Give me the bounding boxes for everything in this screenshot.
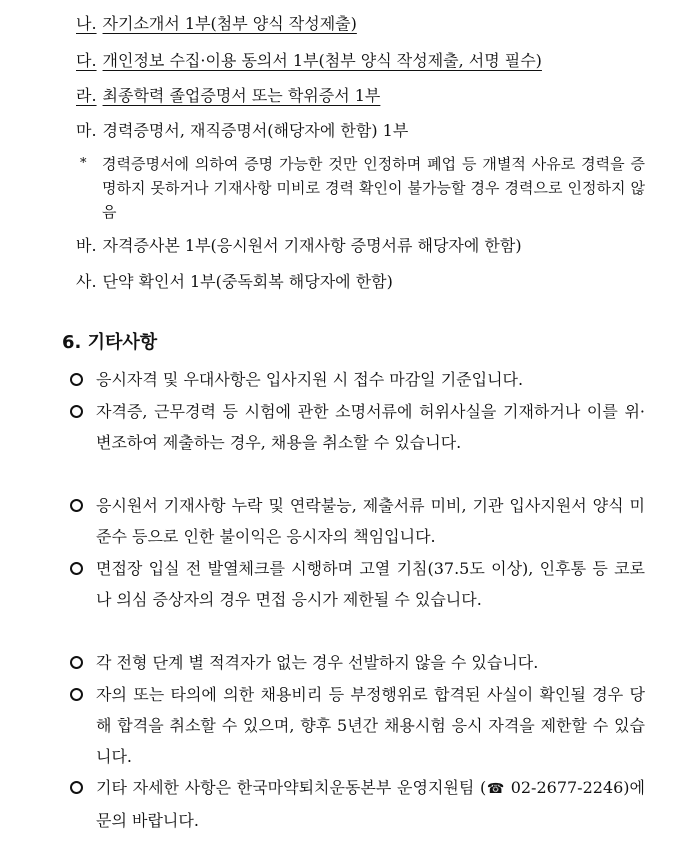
bullet-item xyxy=(70,396,645,458)
item-text: 자기소개서 1부(첨부 양식 작성제출) xyxy=(102,14,357,33)
note-text: 경력증명서에 의하여 증명 가능한 것만 인정하며 폐업 등 개별적 사유로 경력을 증명하지 못하거나 기재사항 미비로 경력 확인이 불가능할 경우 경력으로 인정하지 않음 xyxy=(102,155,645,221)
circle-bullet-icon xyxy=(70,373,83,386)
circle-bullet-icon xyxy=(70,562,83,575)
list-item-ma xyxy=(76,120,408,142)
asterisk-mark: * xyxy=(80,156,87,171)
bullet-item xyxy=(70,364,645,395)
list-item-sa xyxy=(76,271,393,293)
telephone-icon: ☎ xyxy=(486,781,505,797)
bullet-item xyxy=(70,647,645,678)
bullet-item xyxy=(70,490,645,552)
item-text: 최종학력 졸업증명서 또는 학위증서 1부 xyxy=(102,86,381,105)
list-item-ba xyxy=(76,235,522,257)
item-label: 다. xyxy=(76,51,97,70)
bullet-text: 응시자격 및 우대사항은 입사지원 시 접수 마감일 기준입니다. xyxy=(96,370,524,389)
item-label: 사. xyxy=(76,272,97,291)
bullet-text: 면접장 입실 전 발열체크를 시행하며 고열 기침(37.5도 이상), 인후통 등 코로나 의심 증상자의 경우 면접 응시가 제한될 수 있습니다. xyxy=(96,559,645,609)
section-title: 6. 기타사항 xyxy=(62,332,158,353)
item-text: 자격증사본 1부(응시원서 기재사항 증명서류 해당자에 한함) xyxy=(102,236,522,255)
bullet-text: 자의 또는 타의에 의한 채용비리 등 부정행위로 합격된 사실이 확인될 경우 당해 합격을 취소할 수 있으며, 향후 5년간 채용시험 응시 자격을 제한할 수 있습니다. xyxy=(96,685,645,766)
bullet-text: 각 전형 단계 별 적격자가 없는 경우 선발하지 않을 수 있습니다. xyxy=(96,653,539,672)
phone-number: 02-2677-2246)에 문의 바랍니다. xyxy=(96,778,645,830)
item-text: 단약 확인서 1부(중독회복 해당자에 한함) xyxy=(102,272,393,291)
item-label: 마. xyxy=(76,121,97,140)
list-item-da xyxy=(76,50,542,72)
career-note xyxy=(80,152,645,224)
bullet-item xyxy=(70,553,645,615)
bullet-text xyxy=(70,772,645,836)
contact-text: 기타 자세한 사항은 한국마약퇴치운동본부 운영지원팀 ( xyxy=(96,778,487,797)
item-label: 라. xyxy=(76,86,97,105)
circle-bullet-icon xyxy=(70,656,83,669)
circle-bullet-icon xyxy=(70,781,83,794)
item-label: 나. xyxy=(76,14,97,33)
bullet-text: 자격증, 근무경력 등 시험에 관한 소명서류에 허위사실을 기재하거나 이를 위·변조하여 제출하는 경우, 채용을 취소할 수 있습니다. xyxy=(96,402,645,452)
bullet-text: 응시원서 기재사항 누락 및 연락불능, 제출서류 미비, 기관 입사지원서 양식 미준수 등으로 인한 불이익은 응시자의 책임입니다. xyxy=(96,496,645,546)
circle-bullet-icon xyxy=(70,405,83,418)
item-text: 개인정보 수집·이용 동의서 1부(첨부 양식 작성제출, 서명 필수) xyxy=(102,51,542,70)
item-label: 바. xyxy=(76,236,97,255)
bullet-item xyxy=(70,679,645,772)
circle-bullet-icon xyxy=(70,688,83,701)
circle-bullet-icon xyxy=(70,499,83,512)
bullet-item-contact xyxy=(70,772,645,836)
list-item-ra xyxy=(76,85,380,107)
item-text: 경력증명서, 재직증명서(해당자에 한함) 1부 xyxy=(102,121,409,140)
list-item-na xyxy=(76,13,357,35)
